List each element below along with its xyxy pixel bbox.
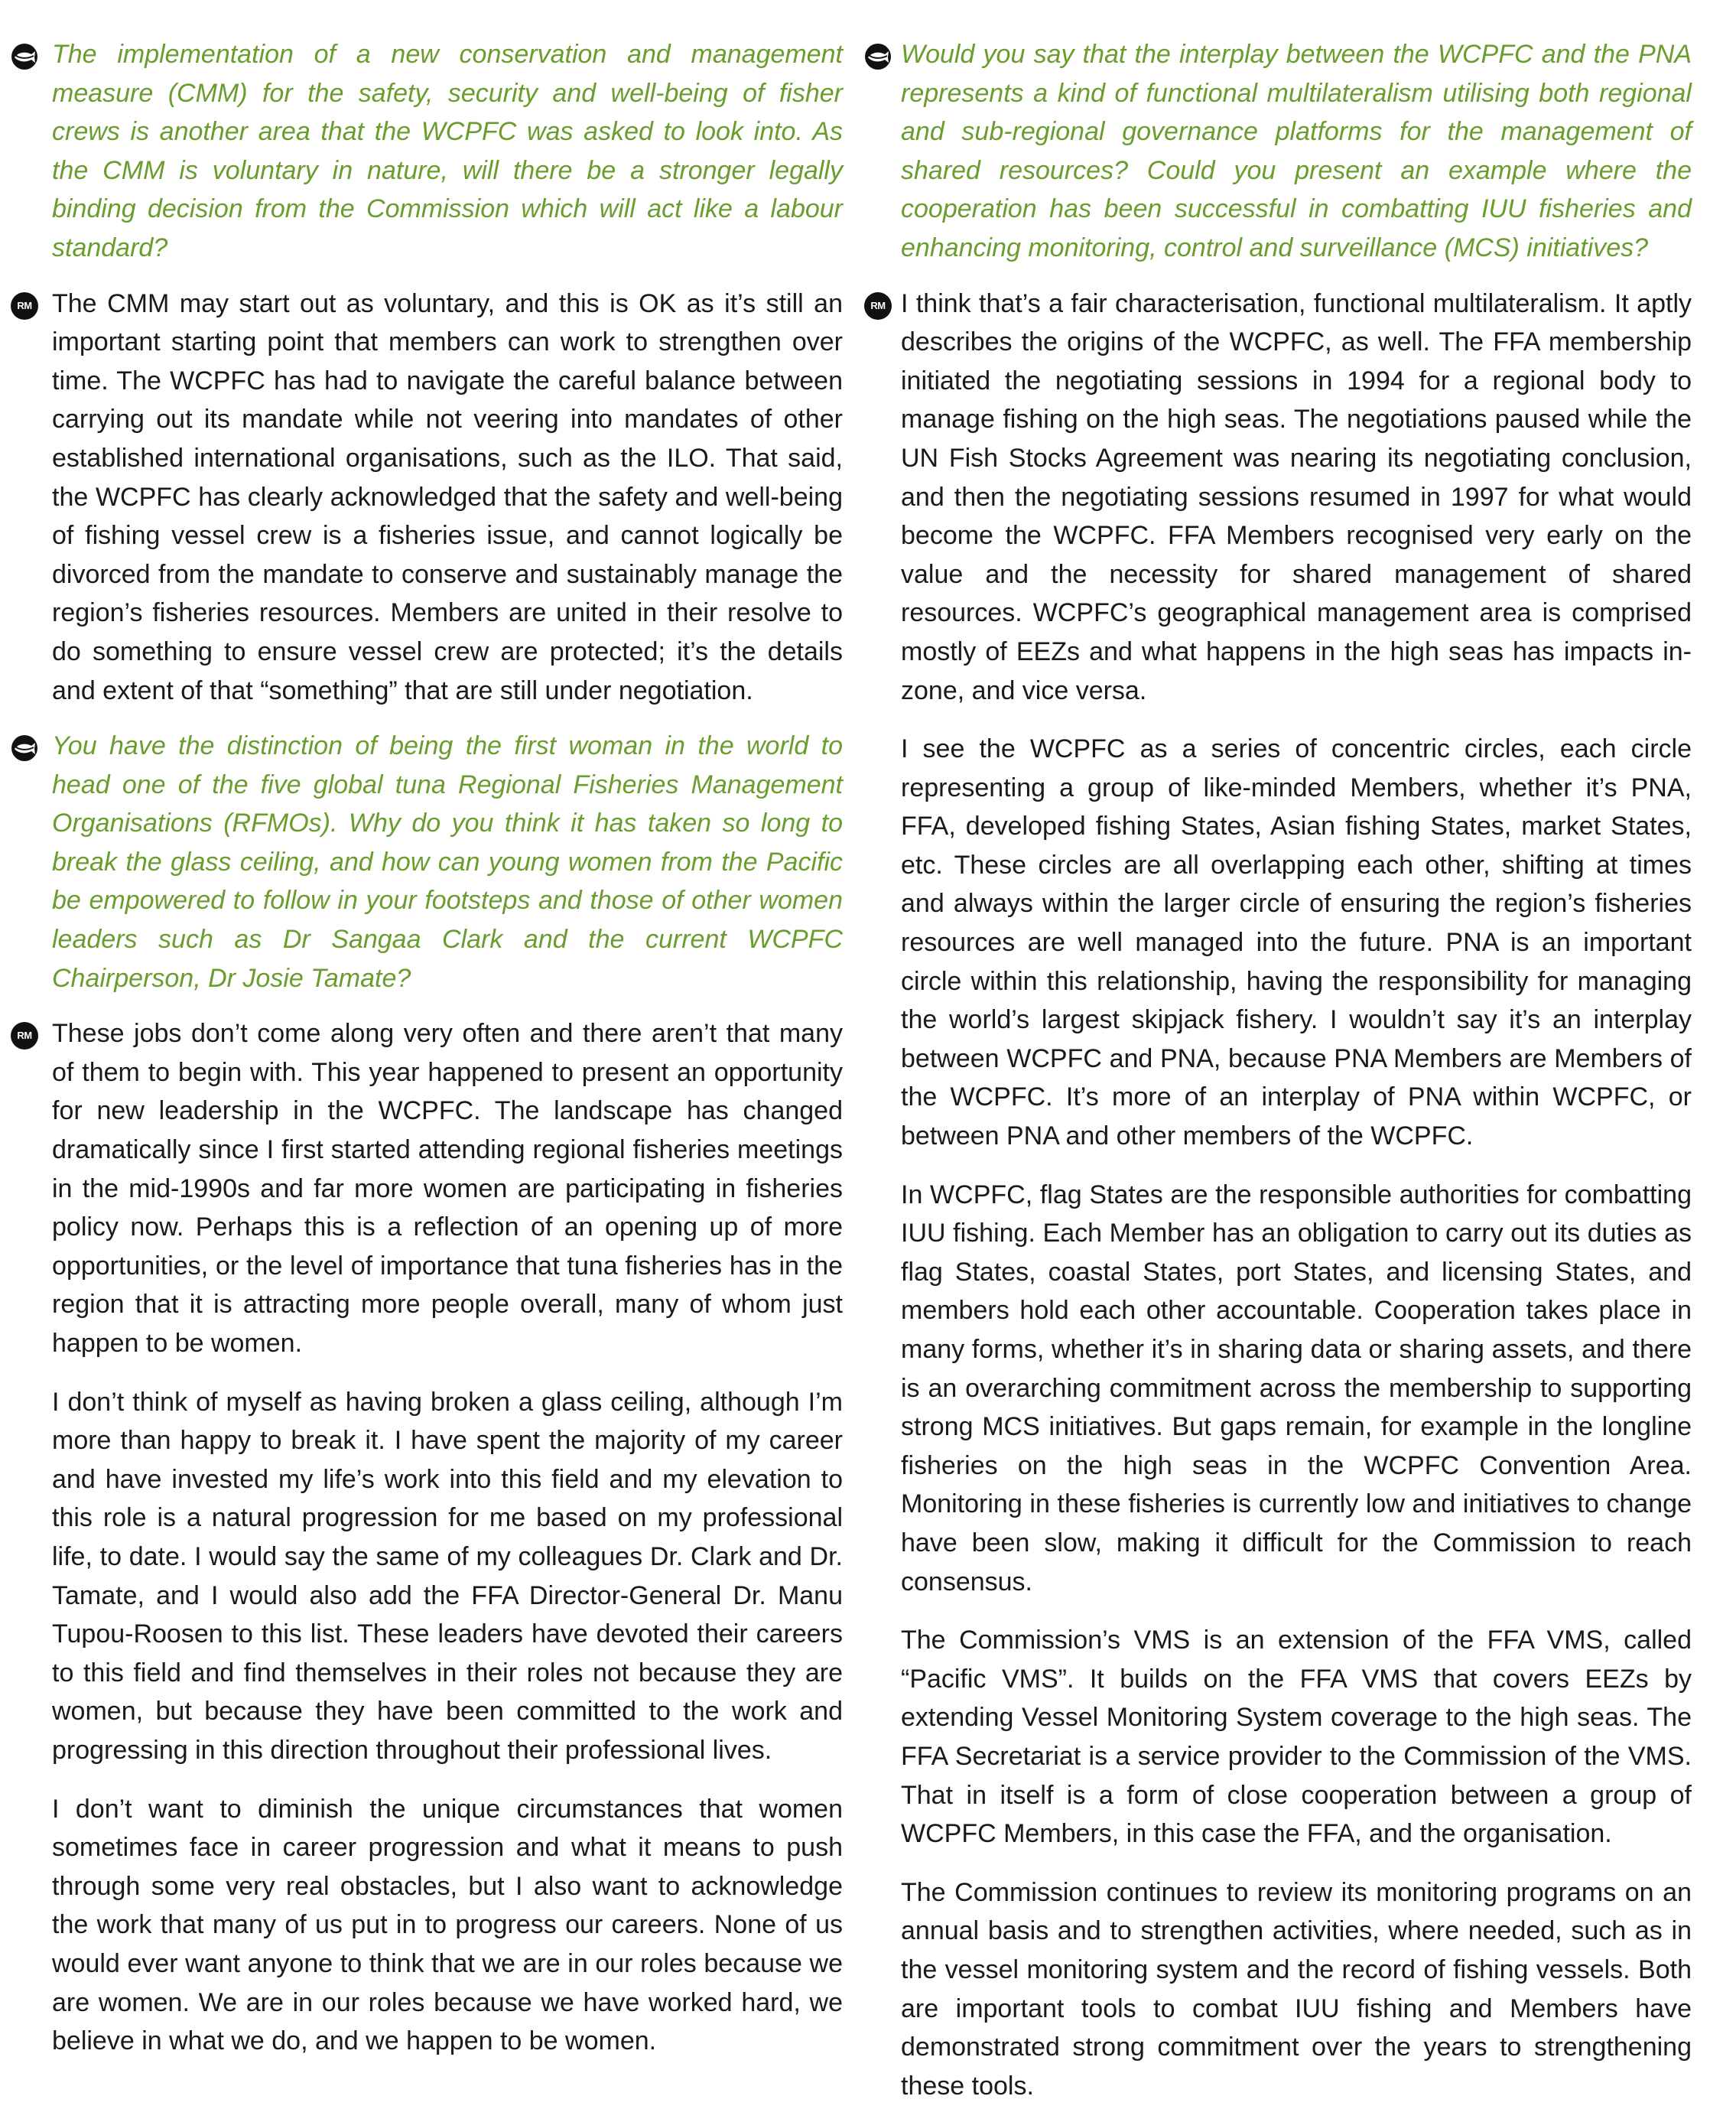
answer-2 [17,1014,843,2060]
question-2 [52,727,843,998]
rm-initials-icon: RM [864,292,892,320]
answer-3-paragraph: I think that’s a fair characterisation, functional multilateralism. It aptly describes the origins of the WCPFC, as well. The FFA membership initiated the negotiating sessions in 1994 for a regional body to manage fishing on the high seas. The negotiations paused while the UN Fish Stocks Agreement was nearing its negotiating conclusion, and then the negotiating sessions resumed in 1997 for what would become the WCPFC. FFA Members recognised very early on the value and the necessity for shared management of shared resources. WCPFC’s geographical management area is comprised mostly of EEZs and what happens in the high seas has impacts in-zone, and vice versa. [901,288,1692,705]
fish-icon [864,43,892,70]
answer-1 [17,285,843,711]
question-3-text: Would you say that the interplay between the WCPFC and the PNA represents a kind of functional multilateralism utilising both regional and sub-regional governance platforms for the management of shared resources? Could you present an example where the cooperation has been successful in combatting IUU fisheries and enhancing monitoring, control and surveillance (MCS) initiatives? [901,40,1692,262]
answer-3-paragraph: The Commission continues to review its monitoring programs on an annual basis and to strengthen activities, where needed, such as in the vessel monitoring system and the record of fishing vessels. Both are important tools to combat IUU fishing and Members have demonstrated strong commitment over the years to strengthening these tools. [901,1877,1692,2101]
fish-icon [11,734,38,762]
answer-1-paragraph: The CMM may start out as voluntary, and this is OK as it’s still an important starting point that members can work to strengthen over time. The WCPFC has had to navigate the careful balance between carrying out its mandate while not veering into mandates of other established international organisations, such as the ILO. That said, the WCPFC has clearly acknowledged that the safety and well-being of fishing vessel crew is a fisheries issue, and cannot logically be divorced from the mandate to conserve and sustainably manage the region’s fisheries resources. Members are united in their resolve to do something to ensure vessel crew are protected; it’s the details and extent of that “something” that are still under negotiation. [52,288,843,705]
answer-3-paragraph: The Commission’s VMS is an extension of the FFA VMS, called “Pacific VMS”. It builds on the FFA VMS that covers EEZs by extending Vessel Monitoring System coverage to the high seas. The FFA Secretariat is a service provider to the Commission of the VMS. That in itself is a form of close cooperation between a group of WCPFC Members, in this case the FFA, and the organisation. [901,1626,1692,1849]
left-column [17,35,843,2078]
answer-3 [870,285,1692,2106]
question-2-text: You have the distinction of being the first woman in the world to head one of the five global tuna Regional Fisheries Management Organisations (RFMOs). Why do you think it has taken so long to break the glass ceiling, and how can young women from the Pacific be empowered to follow in your footsteps and those of other women leaders such as Dr Sangaa Clark and the current WCPFC Chairperson, Dr Josie Tamate? [52,731,843,993]
answer-2-paragraph: I don’t want to diminish the unique circumstances that women sometimes face in career progression and what it means to push through some very real obstacles, but I also want to acknowledge the work that many of us put in to progress our careers. None of us would ever want anyone to think that we are in our roles because we are women. We are in our roles because we have worked hard, we believe in what we do, and we happen to be women. [52,1794,843,2056]
fish-icon [11,43,38,70]
rm-initials-icon: RM [11,1022,38,1050]
question-3 [901,35,1692,268]
question-1 [52,35,843,268]
rm-initials-icon: RM [11,292,38,320]
answer-2-paragraph: These jobs don’t come along very often and there aren’t that many of them to begin with. This year happened to present an opportunity for new leadership in the WCPFC. The landscape has changed dramatically since I first started attending regional fisheries meetings in the mid-1990s and far more women are participating in fisheries policy now. Perhaps this is a reflection of an opening up of more opportunities, or the level of importance that tuna fisheries has in the region that it is attracting more people overall, many of whom just happen to be women. [52,1019,843,1358]
answer-3-paragraph: In WCPFC, flag States are the responsible authorities for combatting IUU fishing. Each Member has an obligation to carry out its duties as flag States, coastal States, port States, and licensing States, and members hold each other accountable. Cooperation takes place in many forms, whether it’s in sharing data or sharing assets, and there is an overarching commitment across the membership to supporting strong MCS initiatives. But gaps remain, for example in the longline fisheries on the high seas in the WCPFC Convention Area. Monitoring in these fisheries is currently low and initiatives to change have been slow, making it difficult for the Commission to reach consensus. [901,1180,1692,1596]
question-1-text: The implementation of a new conservation and management measure (CMM) for the safety, security and well-being of fisher crews is another area that the WCPFC was asked to look into. As the CMM is voluntary in nature, will there be a stronger legally binding decision from the Commission which will act like a labour standard? [52,40,843,262]
right-column [870,35,1692,2122]
answer-3-paragraph: I see the WCPFC as a series of concentric circles, each circle representing a group of like-minded Members, whether it’s PNA, FFA, developed fishing States, Asian fishing States, market States, etc. These circles are all overlapping each other, shifting at times and always within the larger circle of ensuring the region’s fisheries resources are well managed into the future. PNA is an important circle within this relationship, having the responsibility for managing the world’s largest skipjack fishery. I wouldn’t say it’s an interplay between WCPFC and PNA, because PNA Members are Members of the WCPFC. It’s more of an interplay of PNA within WCPFC, or between PNA and other members of the WCPFC. [901,734,1692,1151]
answer-2-paragraph: I don’t think of myself as having broken a glass ceiling, although I’m more than happy to break it. I have spent the majority of my career and have invested my life’s work into this field and my elevation to this role is a natural progression for me based on my professional life, to date. I would say the same of my colleagues Dr. Clark and Dr. Tamate, and I would also add the FFA Director-General Dr. Manu Tupou-Roosen to this list. These leaders have devoted their careers to this field and find themselves in their roles not because they are women, but because they have been committed to the work and progressing in this direction throughout their professional lives. [52,1387,843,1765]
